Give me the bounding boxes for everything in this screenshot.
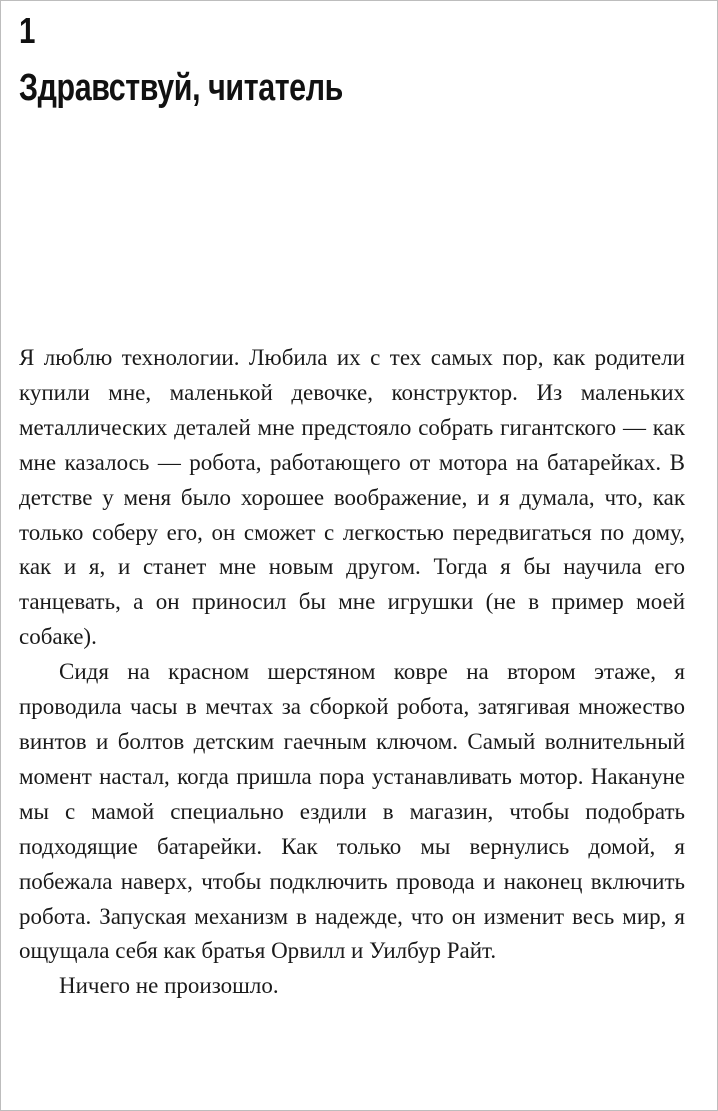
paragraph: Ничего не произошло.	[59, 973, 279, 999]
chapter-body	[19, 341, 685, 1004]
paragraph: Сидя на красном шерстяном ковре на втором этаже, я проводила часы в мечтах за сборкой робота, затягивая множество винтов и болтов детским гаечным ключом. Самый волнительный момент настал, когда пришла пора устанавливать мотор. Накануне мы с мамой специально ездили в магазин, чтобы подобрать подходящие батарейки. Как только мы вернулись домой, я побежала наверх, чтобы подключить провода и наконец включить робота. Запуская механизм в надежде, что он изменит весь мир, я ощущала себя как братья Орвилл и Уилбур Райт.	[19, 659, 685, 964]
paragraph: Я люблю технологии. Любила их с тех самых пор, как родители купили мне, маленькой девочке, конструктор. Из маленьких металлических деталей мне предстояло собрать гигантского — как мне казалось — робота, работающего от мотора на батарейках. В детстве у меня было хорошее воображение, и я думала, что, как только соберу его, он сможет с легкостью передвигаться по дому, как и я, и станет мне новым другом. Тогда я бы научила его танцевать, а он приносил бы мне игрушки (не в пример моей собаке).	[19, 345, 685, 650]
chapter-title: Здравствуй, читатель	[19, 67, 343, 109]
chapter-number: 1	[19, 10, 36, 51]
